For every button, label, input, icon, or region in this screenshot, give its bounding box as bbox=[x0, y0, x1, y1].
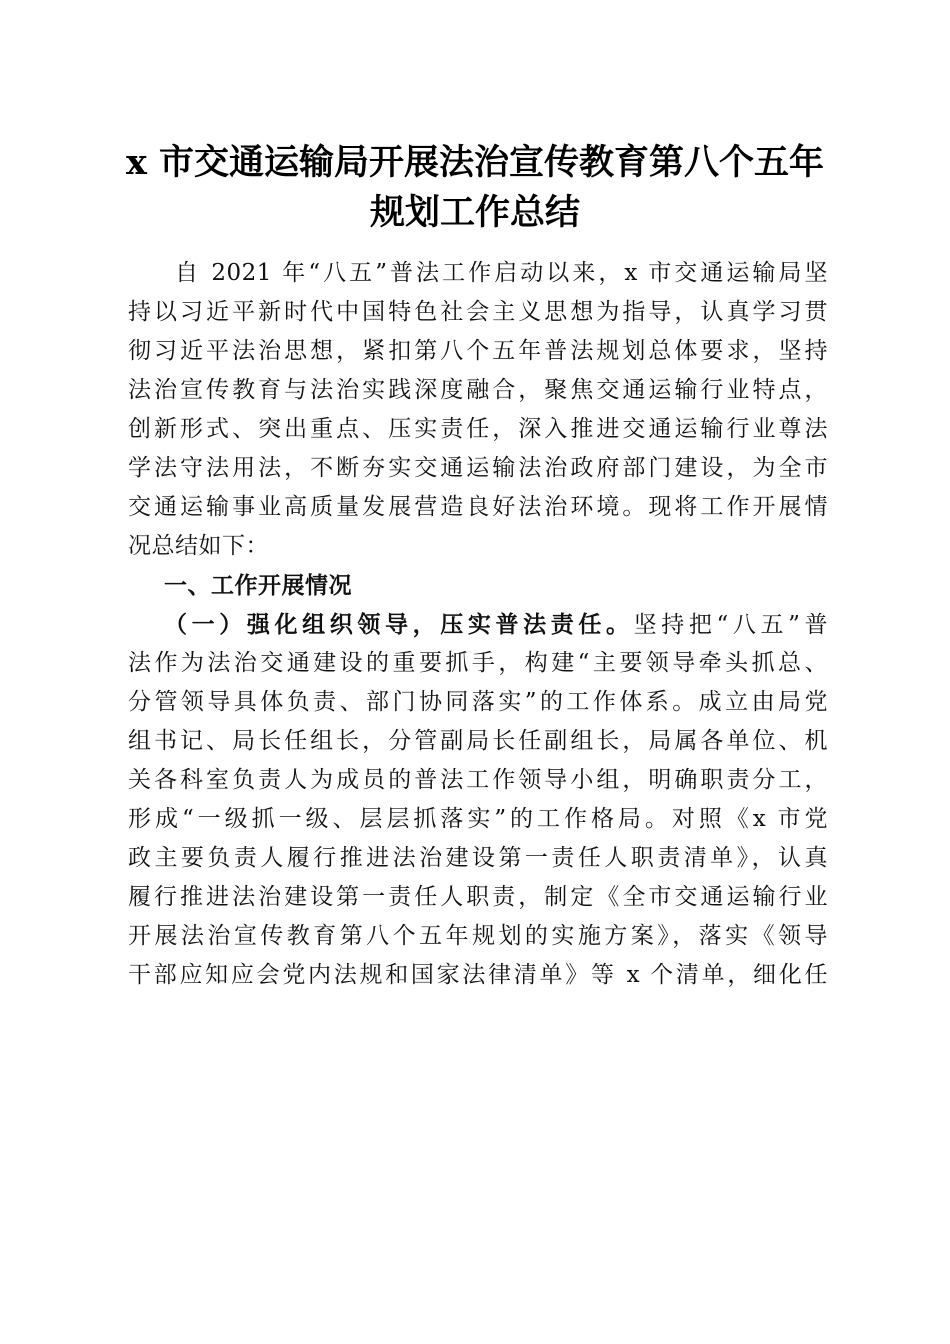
subsection-line: 干部应知应会党内法规和国家法律清单》等 x 个清单，细化任 bbox=[128, 962, 828, 988]
intro-line: 况总结如下： bbox=[128, 533, 269, 559]
section-heading: 一、工作开展情况 bbox=[164, 572, 352, 599]
intro-line: 创新形式、突出重点、压实责任，深入推进交通运输行业尊法 bbox=[128, 416, 828, 442]
subsection-first-line bbox=[128, 605, 828, 644]
title-line-2: 规划工作总结 bbox=[369, 192, 580, 233]
intro-line: 自 2021 年“八五”普法工作启动以来，x 市交通运输局坚 bbox=[175, 260, 828, 286]
intro-line: 持以习近平新时代中国特色社会主义思想为指导，认真学习贯 bbox=[128, 299, 828, 325]
subsection-line: 分管领导具体负责、部门协同落实”的工作体系。成立由局党 bbox=[128, 689, 828, 715]
subsection-line: 法作为法治交通建设的重要抓手，构建“主要领导牵头抓总、 bbox=[128, 650, 828, 676]
intro-line: 法治宣传教育与法治实践深度融合，聚焦交通运输行业特点， bbox=[128, 377, 828, 403]
subsection-line: 组书记、局长任组长，分管副局长任副组长，局属各单位、机 bbox=[128, 728, 828, 754]
intro-line: 交通运输事业高质量发展营造良好法治环境。现将工作开展情 bbox=[128, 494, 828, 520]
document-title bbox=[100, 138, 850, 238]
intro-line: 学法守法用法，不断夯实交通运输法治政府部门建设，为全市 bbox=[128, 455, 828, 481]
intro-line: 彻习近平法治思想，紧扣第八个五年普法规划总体要求，坚持 bbox=[128, 338, 828, 364]
subsection-line: 开展法治宣传教育第八个五年规划的实施方案》，落实《领导 bbox=[128, 923, 828, 949]
title-line-1: x 市交通运输局开展法治宣传教育第八个五年 bbox=[125, 142, 825, 183]
subsection-line: 关各科室负责人为成员的普法工作领导小组，明确职责分工， bbox=[128, 767, 828, 793]
subsection-line: 政主要负责人履行推进法治建设第一责任人职责清单》，认真 bbox=[128, 845, 828, 871]
subsection-heading: （一）强化组织领导，压实普法责任。 bbox=[164, 611, 634, 638]
document-body bbox=[128, 254, 828, 995]
subsection-line: 形成“一级抓一级、层层抓落实”的工作格局。对照《x 市党 bbox=[128, 806, 828, 832]
subsection-first-line-text: 坚持把“八五”普 bbox=[633, 612, 828, 638]
subsection-line: 履行推进法治建设第一责任人职责，制定《全市交通运输行业 bbox=[128, 884, 828, 910]
